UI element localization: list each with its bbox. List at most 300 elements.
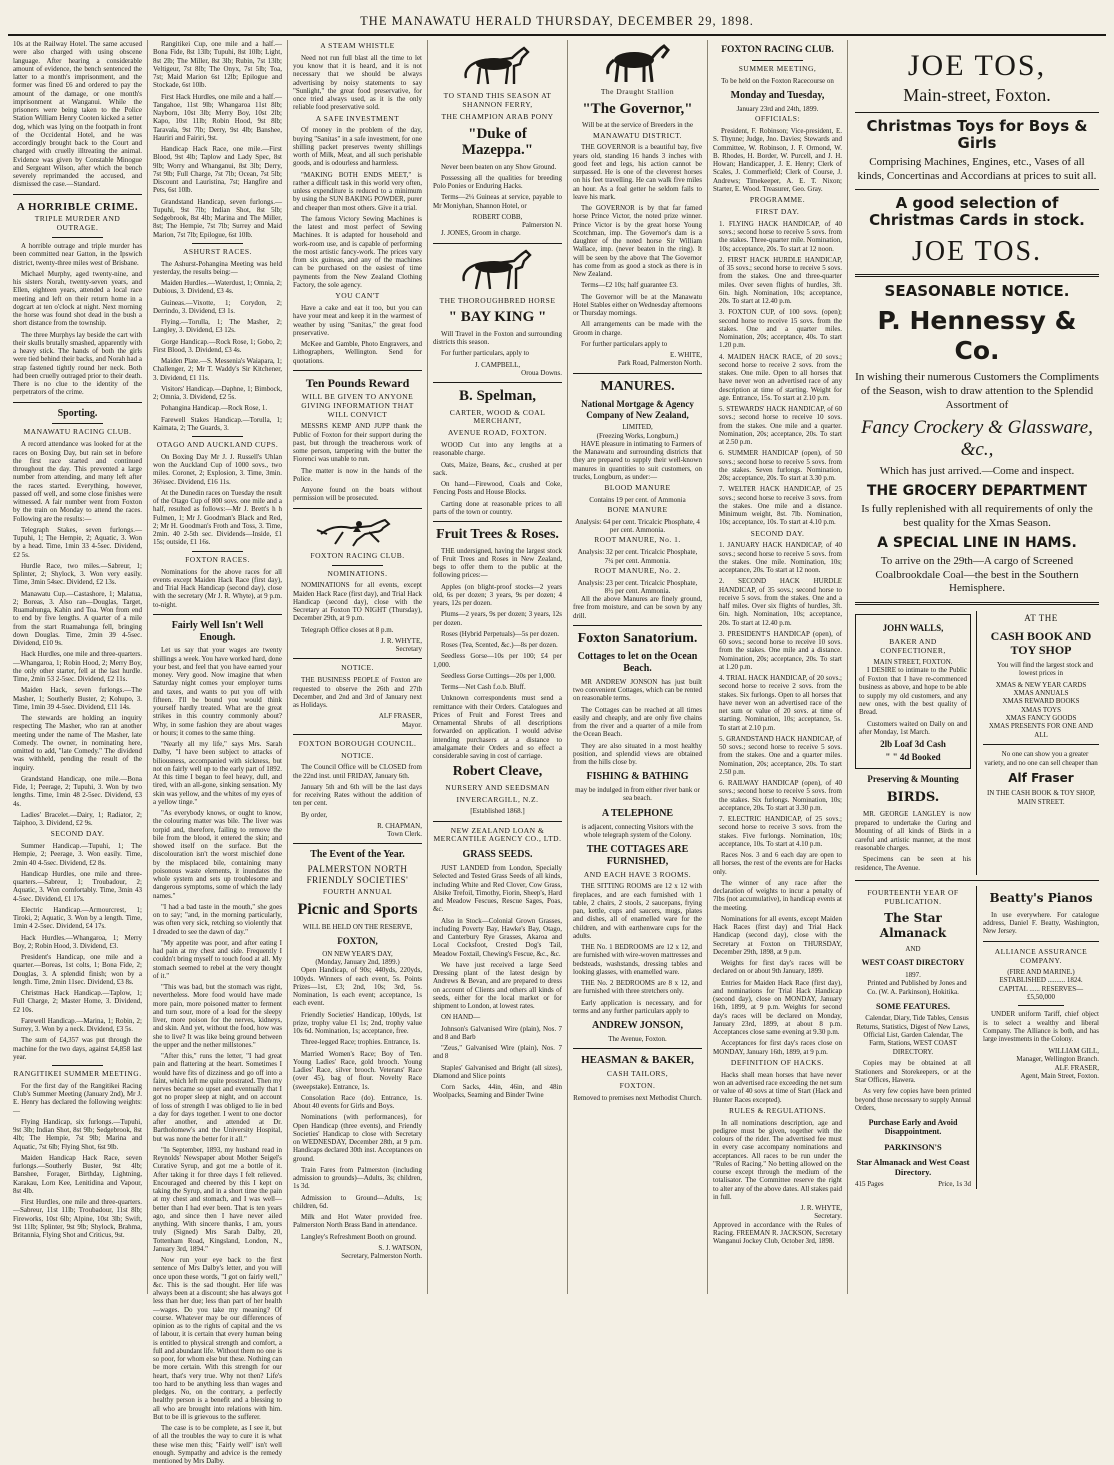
divider [52,423,104,424]
paragraph: On hand—Firewood, Coals and Coke, Fencing Posts and House Blocks. [433,480,562,497]
paragraph: Terms—£2 10s; half guarantee £3. [581,281,678,290]
subheading: CARTER, WOOD & COAL MERCHANT, [449,407,546,426]
paragraph: For further particulars apply to [581,339,668,348]
price-row [855,1180,971,1188]
paragraph: The sum of £4,357 was put through the machine for the two days, against £4,858 last year. [13,1036,142,1061]
paragraph: Telegraph Office closes at 8 p.m. [301,625,394,634]
paragraph: Gorge Handicap.—Rock Rose, 1; Gobo, 2; First Blood, 3. Dividend, £3 4s. [153,337,282,354]
paragraph: NOMINATIONS for all events, except Maiden Hack Race (first day), and Trial Hack Handicap (second day), close with the Secretary at Foxton TO NIGHT (Thursday), December 29th, at 9 p.m. [293,581,422,623]
paragraph: Will Travel in the Foxton and surrounding districts this season. [433,329,562,347]
divider [433,382,562,383]
paragraph: Hack Hurdles, one mile and three-quarters.—Whangaroa, 1; Robin Hood, 2; Merry Boy, the only other starter, fell at the last hurdle. Time, 2min 53 2-5sec. Dividend, £2 11s. [13,650,142,684]
heading: The Star Almanack [879,911,947,940]
heading: JOHN WALLS, [882,623,944,634]
paragraph: President, F. Robinson; Vice-president, E. S. Thynne; Judge, Jno. Davies; Stewards and Committee, W. Robinson, J. F. Ormond, W. B. Rhodes, H. Border, W. Purcell, and J. H. Howan; Handicapper, J. E. Henry; Clerk of Scales, J. Commerfield; Clerk of Course, J. Andrews; Timekeeper, A. E. T. Nixon; Starter, E. Wood. Treasurer, Geo. Gray. [713,127,842,193]
text: Will be at the service of Breeders in the [582,121,693,130]
paragraph: Grandstand Handicap, one mile.—Bona Fide, 1; Peerage, 2; Tupuhi, 3. Won by two lengths. Time, 1min 48 2-5sec. Dividend, £3 4s. [13,774,142,808]
list-item: 4. MAIDEN HACK RACE, of 20 sovs.; second horse to receive 2 sovs. from the stakes. One mile. Open to all horses that have never won an advertised race of any description at time of starting. Weight for age. Entrance, 15s. To start at 2.10 p.m. [719,352,842,402]
subheading: The Draught Stallion [600,87,675,96]
text: ESTABLISHED .......... 1824. [999,976,1083,985]
text: (FIRE AND MARINE.) [1007,967,1075,976]
paragraph: Maiden Plate.—S. Messenia's Waiapara, 1; Challenger, 2; Mr T. Waddy's Sir Kitchener, 3. Dividend, £1 11s. [153,357,282,382]
divider [332,565,384,566]
paragraph: Calendar, Diary, Tide Tables, Census Returns, Statistics, Digest of New Laws, Official List, Garden Calendar, The Farm, Stations, WEST COAST DIRECTORY. [856,1014,970,1056]
list-item: 1. FLYING HACK HANDICAP, of 40 sovs.; second horse to receive 5 sovs. from the stakes. Three-quarter mile. Nomination, 10s; acceptance, 20s. To start at 12 noon. [719,219,842,253]
paragraph: Now run your eye back to the first sentence of Mrs Dalby's letter, and you will once upon these words, "I got on fairly well," &c. This is the sad thought. Her life was always been at a discount; she has always got less than her due; less than part of her health—wages. Do you take my meaning? Of course. Whatever may be our differences of opinion as to the rights of capital and the vs of labour, it is certain that every human being is entitled to physical strength and comfort, a full and abundant life. Without them no one is so poor, for whom else but these. Nothing can be more certain. With this strength for our heart, that's very true. Why not then? Life's too hard to be anything less than wages and pledges. No, on the contrary, a perfectly healthy person is a benefit and a blessing to all who are brought into relations with him. But to be ill is grievous to the sufferer. [153,1256,282,1421]
heading: JOE TOS. [911,236,1043,268]
text: WILL BE HELD ON THE RESERVE, [302,922,413,931]
product-list [983,681,1099,740]
paragraph: Copies may be obtained at all Stationers and Storekeepers, or at the Star Offices, Hawera. [855,1059,971,1085]
heading: Ten Pounds Reward [305,375,410,390]
divider [52,237,104,238]
text: The Avenue, Foxton. [608,1034,667,1043]
text: Removed to premises next Methodist Church. [573,1093,702,1102]
column-7 [848,40,1106,1294]
paragraph: Specimens can be seen at his residence, The Avenue. [855,855,971,872]
paragraph: MR. GEORGE LANGLEY is now prepared to undertake the Curing and Mounting of all kinds of Birds in a careful and artistic manner, at the most reasonable charges. [855,810,971,853]
subheading: FOXTON RACING CLUB. [310,550,405,560]
paragraph: MR ANDREW JONSON has just built two convenient Cottages, which can be rented on reasonable terms. [573,677,702,703]
subheading: SUMMER MEETING, [738,64,817,74]
divider [855,880,1099,881]
heading: JOE TOS, [907,49,1047,82]
paragraph: "In September, 1893, my husband read in Reynolds' Newspaper about Mother Seigel's Curative Syrup, and got me a bottle of it. After taking it for three days I felt relieved. Encouraged and cheered by this I kept on taking the Syrup, and in a short time the pain at my chest and stomach, and I was well—better than I had ever been. That is ten years ago, and since then I have never ailed anything. With sincere thanks, I am, yours truly (Signed) Mrs Sarah Dalby, 20, Tottenham Road, Kingsland, London, N., January 3rd, 1894." [153,1145,282,1253]
paragraph: Nominations for the above races for all events except Maiden Hack Race (first day), and Trial Hack Handicap (second day), close with the secretary (Mr J. R. Whyte), at 9 p.m. to-night. [153,567,282,609]
signature-role: Town Clerk. [387,830,422,839]
horse-illustration [458,249,538,293]
paragraph: No one can show you a greater variety, and no one can sell cheaper than [984,750,1098,767]
paragraph: Also in Stock—Colonial Grown Grasses, including Poverty Bay, Hawke's Bay, Otago, and Canterbury Rye Grasses, Akaroa and Local Cocksfoot, Crested Dog's Tail, Meadow Foxtail, Chewing's Fescue, &c., &c. [433,916,562,958]
paragraph: Flying Handicap, six furlongs.—Tupuhi, 9st 3lb; Indian Shot, 8st 9lb; Sedgebrook, 8st 4lb; The Hempie, 7st 9lb; Marina and Aquatic, 7st 6lb; Flying Shot, 6st 9lb. [13,1117,142,1151]
paragraph: All arrangements can be made with the Groom in charge. [573,320,702,337]
paragraph: Weights for first day's races will be declared on or about 9th January, 1899. [713,959,842,976]
paragraph: First Hack Hurdles, one mile and a half.—Tangahoe, 11st 9lb; Whangaroa 11st 8lb; Nayborn, 10st 3lb; Merry Boy, 10st 2lb; Kapo, 10st 11lb; Robin Hood, 9st 8lb; Taravala, 9st 7lb; Derry, 9st 4lb; Banshee, Hauriri and Fairiri, 9st. [153,92,282,142]
signature: S. J. WATSON, [378,1243,422,1252]
subheading: CASH TAILORS, [606,1069,669,1079]
text: (Monday, January 2nd, 1899.) [315,958,400,966]
list-item: XMAS ANNUALS [1013,688,1069,697]
list-item: 7. ELECTRIC HANDICAP, of 25 sovs.; second horse to receive 3 sovs. from the stakes. Five furlongs. Nomination, 10s; acceptance, 10s. To start at 4.10 p.m. [719,815,842,848]
paragraph: Flying.—Torulla, 1; The Masher, 2; Langley, 3. Dividend, £3 12s. [153,318,282,335]
paragraph: J. JONES, Groom in charge. [441,229,521,238]
heading: Monday and Tuesday, [730,90,825,102]
subheading: THE CHAMPION ARAB PONY [441,111,554,121]
subheading: AND EACH HAVE 3 ROOMS. [583,869,692,879]
heading: A TELEPHONE [601,807,674,819]
paragraph: THE SITTING ROOMS are 12 x 12 with fireplaces, and are each furnished with 1 table, 2 chairs, 2 stools, 2 saucepans, frying pan, kettle, cups and saucers, mugs, plates and dishes, all of enamelled ware for the children, and with earthenware cups for the adults. [573,882,702,940]
heading: FISHING & BATHING [586,771,689,783]
divider [1018,1005,1064,1006]
divider [983,941,1099,942]
subheading: FOXTON RACES. [185,554,250,564]
signature: J. R. WHYTE, [380,636,422,645]
divider [752,60,804,61]
signature-role: Manager, Wellington Branch. [1016,1055,1099,1064]
list-item: 7. WELTER HACK HANDICAP, of 25 sovs.; second horse to receive 3 sovs. from the stakes. One mile and a distance. Minimum weight, 8st. 7lb. Nomination, 10s; acceptance, 10s. To start at 4.10 p.m. [719,485,842,527]
subheading: INVERCARGILL, N.Z. [456,794,539,804]
paragraph: First Hurdles, one mile and three-quarters.—Sabreur, 11st 11lb; Troubadour, 11st 8lb; Fireworks, 10st 6lb; Alpine, 10st 3lb; Swift, 9st 11lb; Splinter, 9st 9lb; Shylock, Brahma, Britannia, Flying Shot and Criticus, 9st. [13,1198,142,1240]
heading: A HORRIBLE CRIME. [16,200,139,213]
paragraph: Summer Handicap.—Tupuhi, 1; The Hempie, 2; Peerage, 3. Won easily. Time, 2min 40 4-5sec. Dividend, £2 8s. [13,842,142,867]
column-1 [8,40,148,1294]
paragraph: Nominations (with performances), for Open Handicap (three events), and Friendly Societies' Handicap to close with Secretary on WEDNESDAY, December 28th, at 9 p.m. Handicaps declared 30th inst. Acceptances on ground. [293,1113,422,1163]
paragraph: Grandstand Handicap, seven furlongs.—Tupuhi, 9st 7lb; Indian Shot, 8st 5lb; Sedgebrook, 8st 4lb; Marina and The Miller, 8st; The Hempie, 7st 7lb; Surrey and Maid Marion, 7st 7lb; Epilogue, 6st 10lb. [153,197,282,239]
paragraph: Hacks shall mean horses that have never won an advertised race exceeding the net sum or value of 40 sovs at time of Start (Hack and Hunter Races excepted). [713,1070,842,1104]
signature-role: Oroua Downs. [521,368,562,377]
paragraph: Seedless Gorse—10s per 100; £4 per 1,000. [433,652,562,669]
paragraph: "After this," runs the letter, "I had great pain and flattering at the heart. Sometimes I would have fits of dizziness and go off into a faint, which left me quite prostrated. Then my nerves became so upset and eventually that I got no proper sleep at night, and on account of loss of strength I was obliged to lie in bed a day for days together. I went to one doctor after another, and attended at Dr. Bartholomew's and the University Hospital, but was none the better for it all." [153,1052,282,1143]
text: LIMITED, [622,423,653,432]
text: In wishing their numerous Customers the Compliments of the Season, wish to draw attention to the Splendid Assortment of [855,371,1099,411]
race-list-day-1 [713,220,842,527]
paragraph: The winner of any race after the declaration of weights to incur a penalty of 7lbs (not accumulative), in handicap events at the meeting. [713,878,842,912]
divider [192,243,244,244]
text: may be indulged in from either river bank or sea beach. [575,786,700,803]
text: To arrive on the 29th—A cargo of Screened Coalbrookdale Coal—the best in the Southern Hemisphere. [875,554,1079,595]
paragraph: "Zeus," Galvanised Wire (plain), Nos. 7 and 8 [433,1044,562,1061]
column-2 [148,40,288,1465]
divider [855,602,1099,605]
heading: FOXTON RACING CLUB. [721,45,834,55]
paragraph: "MAKING BOTH ENDS MEET," is rather a difficult task in this world very often, unless expenditure is reduced to a minimum by using the SUN BAKING POWDER, purer and cheaper than most others. Give it a trial. [293,170,422,212]
paragraph: As very few copies have been printed beyond those necessary to supply Annual Orders, [855,1087,971,1113]
divider [293,508,422,509]
paragraph: 10s at the Railway Hotel. The same accused were also charged with using obscene language. After hearing a considerable amount of evidence, the bench sentenced the latter to a month's imprisonment, and the former was fined £6 and ordered to pay the amount of the damage, or one month's imprisonment at Wanganui. While the prisoners were being taken to the Police Station William Henry Cooten kicked a setter dog, which was lying on the footpath in front of the Occidental Hotel, and he was accordingly brought back to the Court and charged with cruelly illtreating the animal. Evidence was given by Constable Minogue and Sergeant Wilson, after which the bench severely reprimanded the accused, and dismissed the case.—Standard. [13,40,142,189]
paragraph: For the first day of the Rangitikei Racing Club's Summer Meeting (January 2nd), Mr J. E. Henry has declared the following weights:— [13,1081,142,1115]
paragraph: "My appetite was poor, and after eating I had pain at my chest and side. Frequently I couldn't bring myself to touch food at all. My stomach seemed to rebel at the very thought of it." [153,938,282,980]
subheading: TRIPLE MURDER AND OUTRAGE. [34,214,121,233]
paragraph: Open Handicap, of 90s; 440yds, 220yds, 100yds. Winners of each event, 5s. Points Prizes—1st, £3; 2nd, 10s; 3rd, 5s. Nomination, 1s each event; acceptance, 1s each event. [293,966,422,1008]
divider [573,373,702,374]
paragraph: McKee and Gamble, Photo Engravers, and Lithographers, Wellington. Send for quotations. [293,340,422,365]
paragraph: JUST LANDED from London, Specially Selected and Tested Grass Seeds of all kinds, including White and Red Clover, Cow Grass, Alsike Trefoil, Timothy, Fiorin, Sheep's, Hard and Meadow Fescues, Rescue Sages, Poas, &c. [433,864,562,914]
heading: Preserving & Mounting [867,774,959,785]
paragraph: UNDER uniform Tariff, chief object is to select a wealthy and liberal Company. The Alliance is both, and has large investments in the Colony. [983,1010,1099,1044]
signature: ALF FRASER, [378,712,422,721]
heading: "The Governor," [582,100,693,117]
list-item: XMAS PRESENTS FOR ONE AND ALL [988,722,1094,739]
text: AND [905,944,921,953]
list-item: 4. TRIAL HACK HANDICAP, of 20 sovs.; second horse to receive 2 sovs. from the stakes. Six furlongs. Open to all horses that have never won an advertised race of the net sum or value of 20 sovs. at time of starting. Nomination, 10s; acceptance, 5s. To start at 2.10 p.m. [719,674,842,732]
paragraph: Farewell Handicap.—Marina, 1; Robin, 2; Surrey, 3. Won by a neck. Dividend, £3 5s. [13,1016,142,1034]
text: 1897. [905,970,921,979]
heading: Sporting. [57,407,98,419]
divider [433,821,562,822]
text: Contains 19 per cent. of Ammonia [589,495,686,504]
list-item: 5. STEWARDS' HACK HANDICAP, of 60 sovs.; second horse to receive 10 sovs. from the stakes. One mile and a quarter. Nomination, 20s; acceptance, 20s. To start at 2.50 p.m. [719,405,842,447]
divider [573,625,702,626]
paragraph: Never been beaten on any Show Ground. [441,162,557,171]
text: Analysis: 32 per cent. Tricalcic Phosphate, 7¼ per cent. Ammonia. [577,548,698,565]
subheading: NOTICE. [341,750,374,760]
heading: P. Hennessy & Co. [877,306,1077,365]
paragraph: In all nominations description, age and pedigree must be given, together with the colours of the rider. The advertised fee must in every case accompany nominations and acceptances. All races to be run under the "Rules of Racing." No betting allowed on the course except through the medium of the totalisator. The Committee reserve the right to alter any of the above dates. All stakes paid in full. [713,1118,842,1201]
list-item: 3. PRESIDENT'S HANDICAP (open), of 60 sovs.; second horse to receive 10 sovs. from the stakes. One mile and a distance. Nomination, 20s; acceptance, 20s. To start at 1.20 p.m. [719,629,842,671]
divider [433,243,562,244]
paragraph: Corn Sacks, 44in, 46in, and 48in Woolpacks, Seaming and Binder Twine [433,1083,562,1100]
paragraph: Electric Handicap.—Armourcrest, 1; Tiroki, 2; Aquatic, 3. Won by a length. Time, 1min 4 2-5sec. Dividend, £4 17s. [13,905,142,931]
heading: Star Almanack and West Coast Directory. [856,1156,970,1178]
price-line: " " 4d Booked [885,752,941,763]
paragraph: We have just received a large Seed Dressing plant of the latest design by Andrews & Bevan, and are prepared to dress on account of Clients and others all kinds of seeds, either for the local market or for shipment to London, at lowest rates. [433,960,562,1011]
paragraph: Races Nos. 3 and 6 each day are open to all horses, the rest of the events are for Hacks only. [713,851,842,876]
paragraph: They are also situated in a most healthy position, and splendid views are obtained from the hills close by. [573,741,702,767]
paragraph: You will find the largest stock and lowest prices in [997,660,1093,678]
page-count: 415 Pages [855,1180,884,1189]
signature: ALF. FRASER, [1054,1063,1099,1072]
paragraph: The Cottages can be reached at all times easily and cheaply, and are only five chains from the river and a quarter of a mile from the Ocean Beach. [573,705,702,739]
paragraph: Apples (on blight-proof stocks—2 years old, 6s per dozen; 3 years, 9s per dozen; 4 years, 12s per dozen. [433,582,562,608]
paragraph: THE No. 1 BEDROOMS are 12 x 12, and are furnished with wire-woven mattresses and bedsteads, washstands, dressing tables and looking glasses, with enamelled ware. [573,943,702,976]
signature: ROBERT COBB, [472,212,523,221]
subheading: FIRST DAY. [755,207,800,217]
paragraph: WOOD Cut into any lengths at a reasonable charge. [433,441,562,458]
paragraph: Anyone found on the boats without permission will be prosecuted. [293,486,422,503]
ad-grid-upper [855,611,1099,875]
paragraph: Admission to Ground—Adults, 1s; children, 6d. [293,1193,422,1210]
heading: FOXTON, [337,936,378,947]
masthead: THE MANAWATU HERALD THURSDAY, DECEMBER 29, 1898. [8,14,1106,36]
paragraph: HAVE pleasure in intimating to Farmers of the Manawatu and surrounding districts that they are prepared to supply their well-known manures in quantities to suit customers, on trucks, Longburn, as under:— [573,439,702,481]
heading: THE COTTAGES ARE FURNISHED, [586,844,689,867]
paragraph: ON HAND— [441,1013,481,1022]
text: To be held on the Foxton Racecourse on [721,77,834,86]
heading: Fancy Crockery & Glassware, &c., [861,416,1093,461]
divider [855,189,1099,190]
heading: A good selection of Christmas Cards in stock. [869,193,1085,229]
pony-illustration [458,44,538,88]
paragraph: Maiden Hack, seven furlongs.—The Masher, 1; Southerly Buster, 2; Kohupo, 3. Time, 1min 39 4-5sec. Dividend, £11 14s. [13,686,142,711]
heading: " BAY KING " [448,309,547,326]
divider [293,370,422,371]
signature-role: Secretary [395,645,422,654]
subheading: TO STAND THIS SEASON AT SHANNON FERRY, [443,91,552,109]
paragraph: Hurdle Race, two miles.—Sabreur, 1; Splinter, 2; Shylock, 3. Won very easily. Time, 3min 54sec. Dividend, £2 13s. [13,561,142,587]
paragraph: Roses (Tea, Scented, &c.)—8s per dozen. [441,641,558,650]
paragraph: Plums—2 years, 9s per dozen; 3 years, 12s per dozen. [433,610,562,627]
heading: HEASMAN & BAKER, [581,1054,694,1067]
heading: Fairly Well Isn't Well Enough. [171,619,264,643]
paragraph: Terms—2¼ Guineas at service, payable to Mr Moniyhan, Shannon Hotel, or [433,193,562,210]
text: is adjacent, connecting Visitors with the whole telegraph system of the Colony. [581,822,694,839]
paragraph: January 5th and 6th will be the last days for receiving Rates without the addition of ten per cent. [293,782,422,808]
column-5 [568,40,708,1294]
heading: A SPECIAL LINE IN HAMS. [877,534,1077,551]
paragraph: Milk and Hot Water provided free. Palmerston North Brass Band in attendance. [293,1213,422,1230]
signature: E. WHITE, [670,351,702,360]
divider [52,1065,104,1066]
signature-role: Secretary. [814,1212,842,1221]
signature-role: Park Road, Palmerston North. [617,359,702,368]
text: [Established 1868.] [470,807,525,816]
divider [293,843,422,844]
subheading: A SAFE INVESTMENT [315,113,400,123]
subheading: PALMERSTON NORTH FRIENDLY SOCIETIES' [306,864,409,885]
ad-grid-lower [855,886,1099,1189]
heading: BIRDS. [886,789,940,805]
paragraph: Handicap Hack Race, one mile.—First Blood, 9st 4lb; Taplow and Lady Spec, 8st 9lb; Worry and Whanganui, 8st 3lb; Derry, 7st 9lb; Full Charge, 7st 7lb; Ocean, 7st 5lb; Discount and Lauristina, 7st; Hangfire and Pets, 6st 10lb. [153,145,282,195]
paragraph: A record attendance was looked for at the races on Boxing Day, but rain set in before the first race started and continued throughout the day. This prevented a large number from attending, and many left after the races started. Everything, however, passed off well, and some close finishes were witnessed. A fair number went from Foxton by the train on Monday to attend the races. Following are the results:— [13,440,142,523]
paragraph: Unknown correspondents must send a remittance with their Orders. Catalogues and Prices of Fruit and Forest Trees and Ornamental Shrubs of all descriptions forwarded on application. I would advise intending purchasers at a distance to amalgamate their Orders and so effect a considerable saving in cost of carriage. [433,694,562,761]
paragraph: By order, [301,810,328,819]
text: January 23rd and 24th, 1899. [736,105,819,114]
paragraph: Of money in the problem of the day, buying "Sanitas" in a safe investment, for one shilling packet preserves twenty shillings worth of Milk, Meat, and all such perishable goods, and is odourless and harmless. [293,126,422,168]
paragraph: All the above Manures are finely ground, free from moisture, and can be sown by any drill. [573,595,702,620]
text: MAIN STREET, FOXTON. [873,657,953,666]
subheading: NURSERY AND SEEDSMAN [445,782,550,792]
paragraph: MESSRS KEMP AND JUPP thank the Public of Foxton for their support during the past, but through the treacherous work of some person, tampering with the butter the Fiorenci was unable to run. [293,422,422,464]
heading: Foxton Sanatorium. [577,630,698,646]
paragraph: Need not run full blast all the time to let you know that it is heard, and it is not necessary that we should be always advertising by noisy statements to say "Sunlight," the great food preservative, for once tried always used, as it is the only reliable food preservative sold. [293,53,422,112]
paragraph: "As everybody knows, or ought to know, the colouring matter was bile. The liver was torpid and, therefore, failing to remove the bile from the blood, it entered the skin; and showed itself on the surface. But the discolouration isn't the worst mischief done by the misplaced bile, containing many poisonous waste elements, it inundates the whole system and sets up troublesome and dangerous symptoms, some of which the lady names." [153,809,282,900]
paragraph: THE No. 2 BEDROOMS are 8 x 12, and are furnished with three stretchers only. [573,979,702,996]
divider [13,402,142,403]
paragraph: Staples' Galvanised and Bright (all sizes), Diamond and Slice points [433,1063,562,1080]
subheading: BONE MANURE [607,505,668,515]
subheading: WILL BE GIVEN TO ANYONE GIVING INFORMATION THAT WILL CONVICT [301,391,414,419]
paragraph: Friendly Societies' Handicap, 100yds, 1st prize, trophy value £1 1s; 2nd, trophy value 10s 6d. Nomination, 1s; acceptance, free. [293,1010,422,1035]
text: Analysis: 23 per cent. Tricalcic Phosphate, 8½ per cent. Ammonia. [577,578,698,595]
signature-role: Agent, Main Street, Foxton. [1020,1072,1099,1081]
subheading: ALLIANCE ASSURANCE COMPANY. [994,946,1088,965]
subheading: THE THOROUGHBRED HORSE [439,295,556,305]
signature-role: Mayor. [401,720,422,729]
paragraph: Hack Hurdles.—Whangaroa, 1; Merry Boy, 2; Robin Hood, 3. Dividend, £3. [13,933,142,950]
paragraph: The Council Office will be CLOSED from the 22nd inst. until FRIDAY, January 6th. [293,763,422,780]
paragraph: Michael Murphy, aged twenty-nine, and his sisters Norah, twenty-seven years, and Ellen, eighteen years, attended a local race meeting and left on their return home in a dogcart at ten o'clock at night. Next morning the horse was found shot dead in the bush a short distance from the township. [13,269,142,328]
paragraph: For further particulars, apply to [441,349,530,358]
heading: B. Spelman, [458,388,537,405]
heading: Cottages to let on the Ocean Beach. [577,651,698,675]
divider [192,551,244,552]
subheading: ASHURST RACES. [183,246,252,256]
heading: The Event of the Year. [310,849,405,861]
list-item: XMAS FANCY GOODS [1005,714,1077,723]
subheading: NOMINATIONS. [327,568,388,578]
subheading: OTAGO AND AUCKLAND CUPS. [156,440,279,450]
text: £5,50,000 [1027,992,1055,1001]
paragraph: A horrible outrage and triple murder has been committed near Gatton, in the Ipswich district, twenty-three miles west of Brisbane. [13,242,142,267]
column-6 [708,40,848,1294]
cash-book-ad [983,611,1099,875]
list-item: 6. RAILWAY HANDICAP (open), of 40 sovs.; second horse to receive 5 sovs. from the stakes. Six furlongs. Nomination, 10s; acceptance, 20s. To start at 3.30 p.m. [719,779,842,812]
paragraph: Pohangina Handicap.—Rock Rose, 1. [161,404,268,413]
heading: Beatty's Pianos [989,891,1093,906]
paragraph: Let us say that your wages are twenty shillings a week. You have worked hard, done your best, and feel that you have earned your money. Very good. Now imagine that when Saturday night comes your employer turns and taxes, and wants to put you off with fifteen. I'll be bound you would think yourself hardly treated. What are the great strikes in this country commonly about? Why, in some fashion they are about wages or hours; it comes to the same thing. [153,646,282,737]
paragraph: The case is to be complete, as I see it, but of all the troubles the way to cure it is what these wise men this; "Fairly well" isn't well enough. Sympathy and advice is the remedy mentioned by Mrs Dalby. [153,1424,282,1465]
paragraph: The Governor will be at the Manawatu Hotel Stables either on Wednesday afternoons or Thursday mornings. [573,292,702,318]
heading: MANURES. [600,378,675,394]
heading: Purchase Early and Avoid Disappointment. [868,1117,958,1137]
divider [573,1048,702,1049]
subheading: YOU CAN'T [335,291,380,301]
heading: SEASONABLE NOTICE. [884,282,1070,301]
heading: Fruit Trees & Roses. [436,527,559,543]
subheading: FOURTH ANNUAL [322,887,393,897]
list-item: 2. FIRST HACK HURDLE HANDICAP, of 35 sovs.; second horse to receive 5 sovs. from the stakes. One and three-quarter miles. Over seven flights of hurdles, 3ft. 6in. high. Nomination, 10s; acceptance, 20s. To start at 12.40 p.m. [719,255,842,306]
paragraph: The stewards are holding an inquiry respecting The Masher, who ran at another meeting under the name of The Masher, late Comedy. The owner, in nominating here, omitted to add, "late Comedy." The dividend was withheld, pending the result of the inquiry. [13,714,142,772]
paragraph: Langley's Refreshment Booth on ground. [301,1232,417,1241]
draught-horse-illustration [598,44,678,84]
subheading: ROOT MANURE, No. 1. [594,535,681,545]
paragraph: Carting done at reasonable prices to all parts of the town or country. [433,499,562,516]
beatty-alliance-ads [983,886,1099,1189]
subheading: MANAWATU DISTRICT. [592,130,683,140]
paragraph: Consolation Race (do). Entrance, 1s. About 40 events for Girls and Boys. [293,1093,422,1110]
subheading: PROGRAMME. [749,195,806,205]
heading: Picnic and Sports [297,901,418,919]
subheading: BLOOD MANURE [604,483,671,493]
list-item: 6. SUMMER HANDICAP (open), of 50 sovs.; second horse to receive 5 sovs. from the stakes. Seven furlongs. Nomination, 20s; acceptance, 20s. To start at 3.30 p.m. [719,449,842,483]
paragraph: Rangitikei Cup, one mile and a half.—Bona Fide, 8st 13lb; Tupuhi, 8st 10lb; Light, 8st 2lb; The Miller, 8st 3lb; Rubin, 7st 13lb; Veltigeur, 7st 8lb; The Onyx, 7st 5lb; Toa, 7st; Maid Marion 6st 12lb; Epilogue and Stockade, 6st 10lb. [153,40,282,90]
divider [855,112,1099,113]
paragraph: The famous Victory Sewing Machines is the latest and most perfect of Sewing Machines. It is adapted for household and work-room use, and is capable of performing the most artistic fancy-work. The prices vary from six guineas, and any of the machines can be purchased on the easiest of time payments from the New Zealand Clothing Factory, the sole agency. [293,214,422,289]
paragraph: Printed and Published by Jones and Co. (W. A. Parkinson), Hokitika. [867,979,967,996]
subheading: OFFICIALS: [754,114,800,124]
text: ON NEW YEAR'S DAY, [322,949,393,958]
divider [153,614,282,615]
subheading: FOURTEENTH YEAR OF PUBLICATION. [867,888,959,907]
subheading: AVENUE ROAD, FOXTON. [448,428,547,438]
list-item: XMAS & NEW YEAR CARDS [995,680,1087,689]
paragraph: Maiden Handicap Hack Race, seven furlongs.—Southerly Buster, 9st 4lb; Banshee, Forager, Birthday, Lightning, Karakau, Lorn Kee, Lenitidina and Vapour, 8st 4lb. [13,1153,142,1195]
column-3 [288,40,428,1294]
text: (Freezing Works, Longburn,) [596,431,679,440]
paragraph: THE GOVERNOR is a beautiful bay, five years old, standing 16 hands 3 inches with good feet and legs, his action cannot be surpassed. He is one of the cleverest horses on his feet travelling. He can walk five miles an hour. As a foal getter he seldom fails to leave his mark. [573,143,702,201]
signature-role: Secretary, Palmerston North. [341,1252,422,1260]
paragraph: Acceptances for first day's races close on MONDAY, January 16th, 1899, at 9 p.m. [713,1039,842,1056]
subheading: RULES & REGULATIONS. [729,1105,826,1115]
paragraph: Johnson's Galvanised Wire (plain), Nos. 7 and 8 and Barb [433,1024,562,1041]
paragraph: Guineas.—Vixotte, 1; Corydon, 2; Derrindo, 3. Dividend, £3 1s. [153,298,282,315]
text: Comprising Machines, Engines, etc., Vases of all kinds, Concertinas and Accordians at prices to suit all. [857,156,1097,182]
subheading: Main-street, Foxton. [903,85,1051,106]
paragraph: At the Dunedin races on Tuesday the result of the Otago Cup of 800 sovs. one mile and a half, resulted as follows:—Mr J. Brett's h h Fulmen, 1; Mr J. Goodman's Black and Red, 2; Mr H. Goodman's Froth and Toss, 3. Time, 2min. 40 2-5th sec. Dividends—Inside, £1 15s; outside, £1 16s. [153,488,282,547]
race-list-day-2 [713,541,842,848]
heading: PARKINSON'S [884,1141,942,1152]
divider [192,436,244,437]
paragraph: Train Fares from Palmerston (including admission to grounds)—Adults, 3s; children, 1s 3d. [293,1165,422,1191]
heading: "Duke of Mazeppa." [461,125,534,159]
list-item: XMAS REWARD BOOKS [1002,697,1080,706]
subheading: SECOND DAY. [750,528,805,538]
subheading: FOXTON. [619,1081,656,1091]
paragraph: I DESIRE to intimate to the Public of Foxton that I have re-commenced business as above, and hope to be able to supply my old customers, and any new ones, with the best quality of Bread. [859,666,967,717]
subheading: SECOND DAY. [50,829,105,839]
heading: ANDREW JONSON, [592,1020,683,1032]
heading: CASH BOOK AND TOY SHOP [990,628,1092,658]
paragraph: Early application is necessary, and for terms and any further particulars apply to [573,998,702,1015]
paragraph: Married Women's Race; Boy of Ten. Young Ladies' Race, gold brooch. Young Ladies' Race, silver brooch. Veterans' Race (over 45), bag of flour. Novelty Race (sweepstake). Entrance, 1s. [293,1049,422,1091]
paragraph: The Ashurst-Pohangina Meeting was held yesterday, the results being:— [153,259,282,276]
subheading: ROOT MANURE, No. 2. [594,565,681,575]
signature: J. R. WHYTE, [800,1204,842,1213]
list-item: 3. FOXTON CUP, of 100 sovs. (open); second horse to receive 15 sovs. from the stakes. One and a quarter miles. Nomination, 20s; acceptance, 40s. To start 1.20 p.m. [719,308,842,350]
signature-role: Palmerston N. [521,221,562,230]
subheading: DEFINITION OF HACKS. [730,1057,825,1067]
paragraph: Three-legged Race; trophies. Entrance, 1s. [301,1038,421,1047]
paragraph: Have a cake and eat it too, but you can have your meat and keep it in the warmest of weather by using "Sanitas," the great food preservative. [293,304,422,337]
signature: J. CAMPBELL, [474,360,521,369]
text: Which has just arrived.—Come and inspect. [879,465,1075,478]
price-line: 2lb Loaf 3d Cash [880,739,946,750]
paragraph: "I had a bad taste in the mouth," she goes on to say; "and, in the morning particularly, was often very sick, retching so violently that I dreaded to see the dawn of day." [153,902,282,936]
text: Is fully replenished with all requirements of only the best quality for the Xmas Season. [861,503,1093,530]
subheading: NEW ZEALAND LOAN & MERCANTILE AGENCY CO., LTD. [433,825,562,844]
divider [433,521,562,522]
paragraph: In use everywhere. For catalogue address, Daniel F. Beatty, Washington, New Jersey. [983,910,1099,936]
